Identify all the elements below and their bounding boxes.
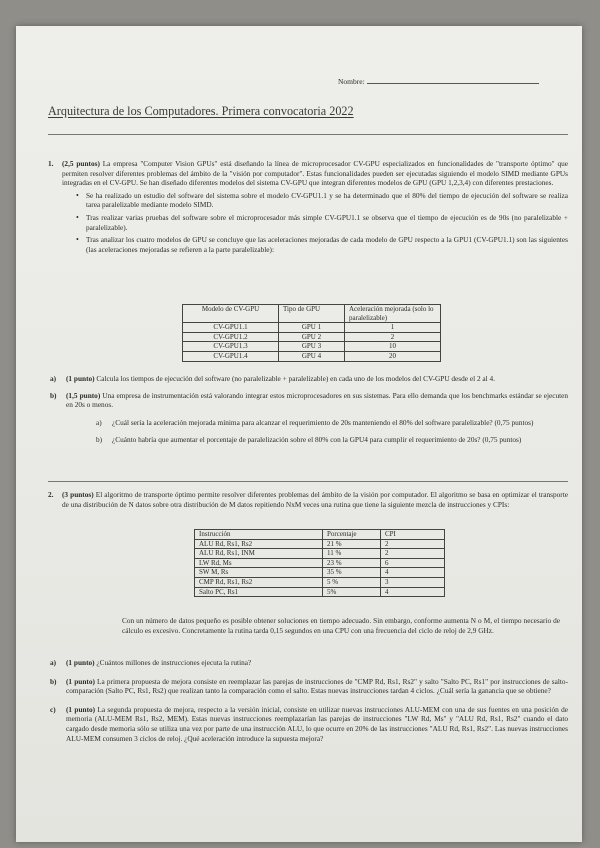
question-1a-points: (1 punto): [66, 374, 95, 383]
table-header-cell: Modelo de CV-GPU: [183, 305, 279, 323]
question-1-parts: [48, 369, 568, 445]
table-header-row: [195, 530, 445, 540]
table-header-cell: Porcentaje: [323, 530, 381, 540]
table-cell: 2: [345, 332, 441, 342]
question-2c-label: c): [50, 704, 56, 714]
table-cell: GPU 3: [279, 342, 345, 352]
question-2: [48, 490, 568, 509]
question-1a-text: Calcula los tiempos de ejecución del software (no paralelizable + paralelizable) en cada uno de los modelos del CV-GPU desde el 2 al 4.: [96, 374, 495, 383]
question-2-context: [48, 616, 568, 635]
table-row: [183, 332, 441, 342]
table-header-cell: CPI: [381, 530, 445, 540]
table-row: [195, 558, 445, 568]
table-cell: LW Rd, Ms: [195, 558, 323, 568]
title-divider: [48, 134, 568, 135]
table-row: [183, 342, 441, 352]
subpart-label: a): [96, 417, 102, 427]
question-1a-body: [66, 374, 568, 384]
instruction-mix-table: [194, 529, 445, 597]
question-2-after-table: Con un número de datos pequeño es posible obtener soluciones en tiempo adecuado. Sin embargo, conforme aumenta N o M, el tiempo necesario de cálculo es excesivo. Concretamente la rutina tarda 0,15 segundos en una CPU con una frecuencia del ciclo de reloj de 2,9 GHz.: [122, 616, 560, 635]
table-cell: CV-GPU1.2: [183, 332, 279, 342]
subpart-label: b): [96, 435, 103, 445]
table-cell: 20: [345, 351, 441, 361]
table-header-cell: Tipo de GPU: [279, 305, 345, 323]
bullet-item: • Tras realizar varias pruebas del software sobre el microprocesador más simple CV-GPU1.1 se observa que el tiempo de ejecución es de 90s (no paralelizable + paralelizable).: [76, 213, 568, 232]
question-2b-body: [66, 677, 568, 696]
exam-sheet: [16, 26, 582, 842]
table-row: [195, 549, 445, 559]
table-cell: 2: [381, 549, 445, 559]
question-2a: [50, 658, 568, 668]
table-cell: ALU Rd, Rs1, INM: [195, 549, 323, 559]
table-cell: CMP Rd, Rs1, Rs2: [195, 577, 323, 587]
subpart-text: ¿Cuánto habría que aumentar el porcentaje de paralelización sobre el 80% con la GPU4 para cumplir el requerimiento de 20s? (0,75 puntos): [112, 435, 522, 445]
subpart-text: ¿Cuál sería la aceleración mejorada mínima para alcanzar el requerimiento de 20s manteniendo el 80% del software paralelizable? (0,75 puntos): [112, 417, 534, 427]
question-1-intro-wrap: [62, 159, 568, 188]
question-1b-part-a: [96, 418, 568, 428]
question-2c-points: (1 punto): [66, 704, 96, 714]
table-cell: 23 %: [323, 558, 381, 568]
exam-title: Arquitectura de los Computadores. Primera convocatoria 2022: [48, 104, 354, 118]
question-2b-points: (1 punto): [66, 676, 95, 686]
table-cell: CV-GPU1.4: [183, 351, 279, 361]
question-2b-text: La primera propuesta de mejora consiste en reemplazar las parejas de instrucciones de "CMP Rd, Rs1, Rs2" y salto "Salto PC, Rs1" por instrucciones de salto-comparación (Salto PC, Rs1, Rs2) que realizan tanto la comparación como el salto. Estas nuevas instrucciones tardan 4 ciclos. ¿Cuál sería la ganancia que se obtiene?: [66, 676, 568, 696]
table-cell: 10: [345, 342, 441, 352]
table-cell: GPU 2: [279, 332, 345, 342]
table-cell: 3: [381, 577, 445, 587]
table-row: [183, 323, 441, 333]
gpu-acceleration-table: [182, 304, 441, 362]
table-cell: 5 %: [323, 577, 381, 587]
question-2b: [50, 677, 568, 696]
table-header-cell: Aceleración mejorada (solo lo paralelizable): [345, 305, 441, 323]
table-header-cell: Instrucción: [195, 530, 323, 540]
table-header-row: [183, 305, 441, 323]
question-2c-body: [66, 705, 568, 743]
name-field: [338, 76, 539, 87]
name-label: Nombre:: [338, 77, 365, 86]
table-cell: 35 %: [323, 568, 381, 578]
table-row: [183, 351, 441, 361]
table-row: [195, 587, 445, 597]
question-2c: [50, 705, 568, 743]
table-cell: 21 %: [323, 539, 381, 549]
table-cell: CV-GPU1.3: [183, 342, 279, 352]
table-cell: 4: [381, 568, 445, 578]
question-1a: [50, 374, 568, 384]
question-1: [48, 159, 568, 257]
question-2-intro: El algoritmo de transporte óptimo permite resolver diferentes problemas del ámbito de la visión por computador. El algoritmo se basa en optimizar el transporte de una distribución de N datos sobre otra distribución de M datos repitiendo NxM veces una rutina que tiene la siguiente mezcla de instrucciones y CPIs:: [62, 490, 568, 509]
table-cell: 4: [381, 587, 445, 597]
name-blank-line: [367, 76, 539, 84]
table-cell: ALU Rd, Rs1, Rs2: [195, 539, 323, 549]
question-1b-label: b): [50, 390, 57, 400]
question-1-points: (2,5 puntos): [62, 159, 100, 168]
question-1-intro: La empresa "Computer Vision GPUs" está diseñando la línea de microprocesador CV-GPU especializados en funcionalidades de "transporte óptimo" que permiten resolver diferentes problemas del ámbito de la "visión por computador". Estas funcionalidades pueden ser ejecutadas siguiendo el modelo SIMD mediante GPUs integradas en el CV-GPU. Se han diseñado diferentes modelos del sistema CV-GPU que integran diferentes modelos de GPU (GPU 1,2,3,4) con diferentes prestaciones.: [62, 159, 568, 188]
table-cell: 5%: [323, 587, 381, 597]
question-1b-part-b: [96, 435, 568, 445]
table-cell: GPU 4: [279, 351, 345, 361]
bullet-item: • Se ha realizado un estudio del software del sistema sobre el modelo CV-GPU1.1 y se ha determinado que el 80% del tiempo de ejecución del software se realiza tarea paralelizable mediante modelo SIMD.: [76, 191, 568, 210]
question-2-points: (3 puntos): [62, 490, 94, 499]
table-cell: GPU 1: [279, 323, 345, 333]
table-cell: Salto PC, Rs1: [195, 587, 323, 597]
question-1b-body: [66, 391, 568, 410]
question-2a-label: a): [50, 658, 57, 667]
question-2-intro-wrap: [62, 490, 568, 509]
table-cell: CV-GPU1.1: [183, 323, 279, 333]
question-1-bullets: [76, 191, 568, 255]
question-1b-points: (1,5 punto): [66, 390, 101, 400]
question-divider: [48, 481, 568, 482]
question-2-parts: [48, 653, 568, 743]
question-2a-text: ¿Cuántos millones de instrucciones ejecuta la rutina?: [96, 658, 252, 667]
bullet-item: • Tras analizar los cuatro modelos de GPU se concluye que las aceleraciones mejoradas de cada modelo de GPU respecto a la GPU1 (CV-GPU1.1) son las siguientes (las aceleraciones mejoradas se refieren a la parte paralelizable):: [76, 235, 568, 254]
question-2a-points: (1 punto): [66, 658, 95, 667]
table-cell: 2: [381, 539, 445, 549]
question-2b-label: b): [50, 676, 57, 686]
question-1b-text: Una empresa de instrumentación está valorando integrar estos microprocesadores en sus sistemas. Para ello demanda que los benchmarks estándar se ejecuten en 20s o menos.: [66, 390, 569, 410]
question-2c-text: La segunda propuesta de mejora, respecto a la versión inicial, consiste en utilizar nuevas instrucciones ALU-MEM con una de sus fuentes en una posición de memoria (ALU-MEM Rs1, Rs2, MEM). Estas nuevas instrucciones reemplazarían las parejas de instrucciones "LW Rd, Ms" y "ALU Rd, Rs1, Rs2" cuando el dato cargado desde memoria sólo se utiliza una vez por parte de una instrucción ALU, lo que ocurre en 20% de las instrucciones "ALU Rd, Rs1, Rs2". Las nuevas instrucciones ALU-MEM consumen 3 ciclos de reloj. ¿Qué aceleración introduce la supuesta mejora?: [66, 704, 569, 743]
question-2-number: 2.: [48, 490, 54, 499]
question-1a-label: a): [50, 374, 57, 383]
table-cell: 1: [345, 323, 441, 333]
question-2a-body: [66, 658, 568, 668]
table-row: [195, 539, 445, 549]
question-1b: [50, 391, 568, 410]
table-cell: SW M, Rs: [195, 568, 323, 578]
question-1-number: 1.: [48, 159, 54, 168]
table-cell: 6: [381, 558, 445, 568]
table-row: [195, 577, 445, 587]
table-cell: 11 %: [323, 549, 381, 559]
table-row: [195, 568, 445, 578]
